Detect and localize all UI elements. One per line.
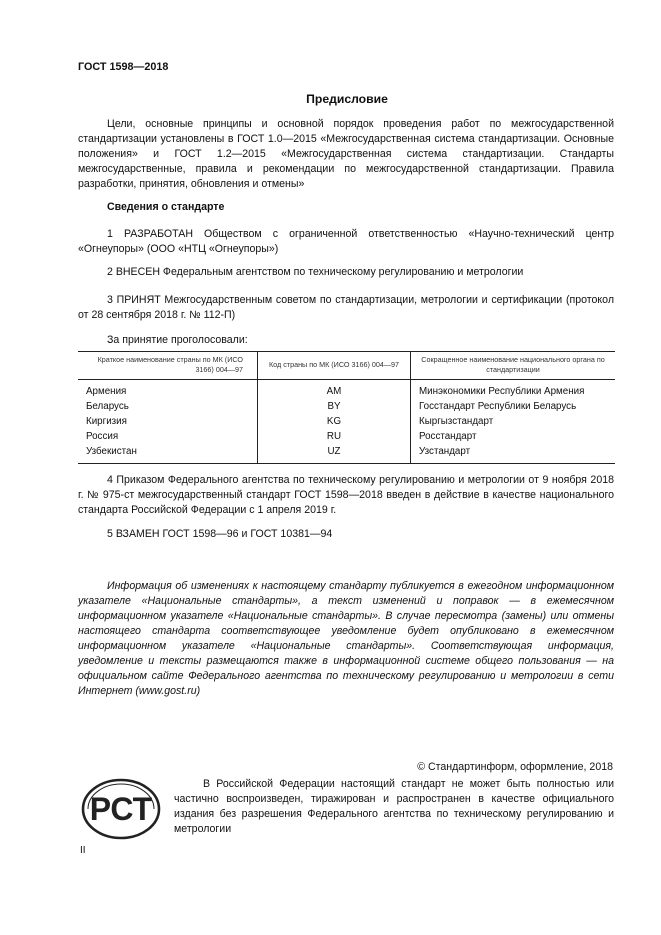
column-header-code: Код страны по МК (ИСО 3166) 004—97 [258, 352, 411, 380]
table-row [78, 414, 615, 429]
country-code: KG [258, 414, 411, 429]
standards-body: Минэкономики Республики Армения [419, 386, 585, 397]
info-item-1-text: 1 РАЗРАБОТАН Обществом с ограниченной ответственностью «Научно-технический центр «Огнеупоры» (ООО «НТЦ «Огнеупоры») [78, 228, 614, 255]
foreword-intro-text: Цели, основные принципы и основной порядок проведения работ по межгосударственной стандартизации установлены в ГОСТ 1.0—2015 «Межгосударственная система стандартизации. Основные положения» и ГОСТ 1.2—2015 «Межгосударственная система стандартизации. Стандарты межгосударственные, правила и рекомендации по межгосударственной стандартизации. Правила разработки, принятия, обновления и отмены» [78, 118, 614, 190]
country-name: Армения [86, 386, 127, 397]
standards-body: Кыргызстандарт [419, 416, 494, 427]
voted-label-text: За принятие проголосовали: [107, 334, 248, 346]
country-code: RU [258, 429, 411, 444]
reproduction-notice [174, 777, 614, 837]
table-header-row [78, 352, 615, 380]
country-name: Киргизия [86, 416, 127, 427]
voting-table [78, 351, 615, 464]
info-item-4 [78, 473, 614, 518]
foreword-intro [78, 117, 614, 192]
country-name: Узбекистан [78, 444, 258, 464]
page-number: II [80, 845, 86, 856]
changes-info [78, 579, 614, 699]
country-code: AM [258, 380, 411, 400]
standards-body: Госстандарт Республики Беларусь [419, 401, 577, 412]
table-row [78, 399, 615, 414]
table-row [78, 429, 615, 444]
info-item-2-text: 2 ВНЕСЕН Федеральным агентством по техническому регулированию и метрологии [107, 266, 524, 278]
column-header-body: Сокращенное наименование национального органа по стандартизации [411, 352, 616, 380]
country-code: BY [258, 399, 411, 414]
table-row [78, 380, 615, 400]
standard-info-heading: Сведения о стандарте [107, 201, 225, 213]
country-name: Россия [86, 431, 119, 442]
info-item-5-text: 5 ВЗАМЕН ГОСТ 1598—96 и ГОСТ 10381—94 [107, 528, 333, 540]
changes-info-text: Информация об изменениях к настоящему стандарту публикуется в ежегодном информационном указателе «Национальные стандарты», а текст изменений и поправок — в ежемесячном информационном указателе «Национальные стандарты». В случае пересмотра (замены) или отмены настоящего стандарта соответствующее уведомление будет опубликовано в ежемесячном информационном указателе «Национальные стандарты». Соответствующая информация, уведомление и тексты размещаются также в информационной системе общего пользования — на официальном сайте Федерального агентства по техническому регулированию и метрологии в сети Интернет (www.gost.ru) [78, 580, 614, 697]
country-code: UZ [258, 444, 411, 464]
reproduction-notice-text: В Российской Федерации настоящий стандарт не может быть полностью или частично воспроизведен, тиражирован и распространен в качестве официального издания без разрешения Федерального агентства по техническому регулированию и метрологии [174, 778, 614, 835]
copyright-notice: © Стандартинформ, оформление, 2018 [417, 761, 613, 773]
rst-logo [80, 777, 162, 841]
info-item-3-text: 3 ПРИНЯТ Межгосударственным советом по стандартизации, метрологии и сертификации (протокол от 28 сентября 2018 г. № 112-П) [78, 294, 614, 321]
column-header-country: Краткое наименование страны по МК (ИСО 3166) 004—97 [78, 352, 258, 380]
country-name: Беларусь [86, 401, 129, 412]
info-item-1 [78, 227, 614, 257]
info-item-5 [78, 527, 614, 542]
table-row [78, 444, 615, 464]
standards-body: Узстандарт [411, 444, 616, 464]
info-item-3 [78, 293, 614, 323]
logo-lettering: РСТ [89, 791, 153, 827]
document-id: ГОСТ 1598—2018 [78, 61, 169, 73]
foreword-title: Предисловие [306, 92, 388, 106]
standards-body: Росстандарт [419, 431, 477, 442]
info-item-2 [78, 265, 614, 280]
voted-label [78, 333, 614, 348]
info-item-4-text: 4 Приказом Федерального агентства по техническому регулированию и метрологии от 9 ноября 2018 г. № 975-ст межгосударственный стандарт ГОСТ 1598—2018 введен в действие в качестве национального стандарта Российской Федерации с 1 апреля 2019 г. [78, 474, 614, 516]
